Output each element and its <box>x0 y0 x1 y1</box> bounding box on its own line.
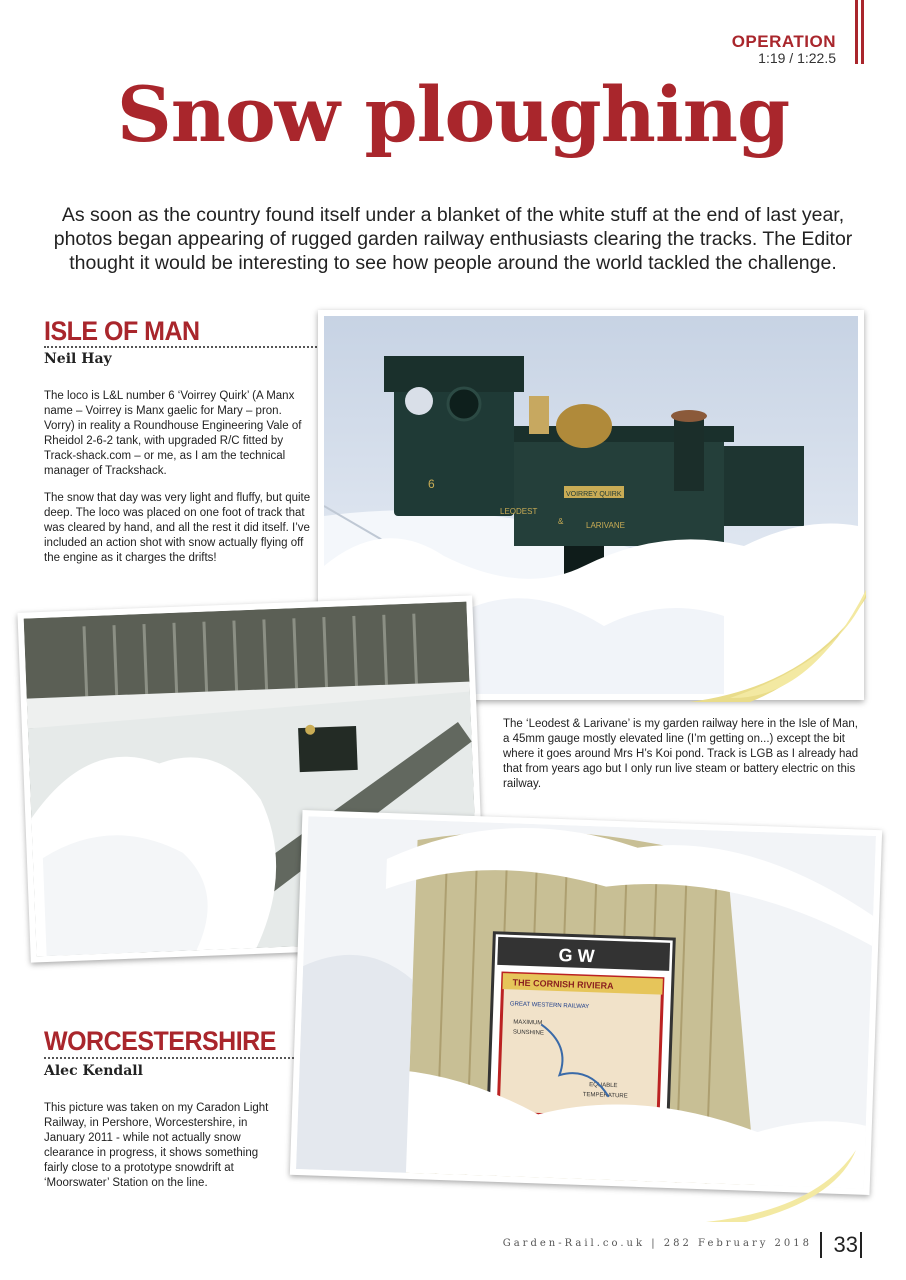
region-heading-worcestershire: WORCESTERSHIRE <box>44 1026 276 1057</box>
heading-rule <box>44 1057 294 1059</box>
loco-nameplate: VOIRREY QUIRK <box>566 491 622 498</box>
poster-title: THE CORNISH RIVIERA <box>512 977 614 991</box>
article-body <box>44 1101 274 1203</box>
footer-credit <box>503 1238 812 1249</box>
loco-number: 6 <box>428 477 435 491</box>
page-curl <box>690 590 866 702</box>
scale-label: 1:19 / 1:22.5 <box>758 50 836 66</box>
poster-text: EQUABLE <box>589 1082 618 1090</box>
footer-issue: 282 February 2018 <box>663 1238 812 1249</box>
page-number-bar <box>860 1232 862 1258</box>
page-curl <box>706 1150 856 1222</box>
header-bar <box>861 0 864 64</box>
paragraph: This picture was taken on my Caradon Light Railway, in Pershore, Worcestershire, in January 2011 - while not actually snow clearance in progress, it shows something fairly close to a prototype snowdrift at ‘Moorswater’ Station on the line. <box>44 1102 269 1189</box>
loco-livery-left: LEODEST <box>500 507 538 516</box>
photo-gw-station <box>290 810 882 1195</box>
poster-subtitle: GREAT WESTERN RAILWAY <box>509 1001 590 1011</box>
station-image <box>296 816 876 1189</box>
section-label: OPERATION <box>731 32 836 51</box>
author-name: Alec Kendall <box>44 1063 143 1079</box>
intro-text: As soon as the country found itself under a blanket of the white stuff at the end of last year, photos began appearing of rugged garden railway enthusiasts clearing the tracks. The Editor thought it would be interesting to see how people around the world tackled the challenge. <box>53 204 853 274</box>
poster-text: MAXIMUM <box>513 1019 543 1027</box>
loco-livery-right: LARIVANE <box>586 521 625 530</box>
heading-rule <box>44 346 320 348</box>
paragraph: The loco is L&L number 6 ‘Voirrey Quirk’ (A Manx name – Voirrey is Manx gaelic for Mary – pron. Vorry) in reality a Roundhouse Engineering Vale of Rheidol 2-6-2 tank, with upgraded R/C fitted by Track-shack.com – or me, as I am the technical manager of Trackshack. <box>44 390 302 477</box>
footer-site: Garden-Rail.co.uk <box>502 1238 646 1249</box>
poster-text: SUNSHINE <box>512 1029 545 1037</box>
sign-gw: G W <box>558 945 595 967</box>
author-name: Neil Hay <box>44 351 112 367</box>
page-number: 33 <box>833 1232 858 1257</box>
article-body <box>44 389 312 578</box>
page-title: Snow ploughing <box>116 70 790 159</box>
header-bar <box>855 0 858 64</box>
footer-separator: | <box>651 1238 658 1249</box>
page-number-bar <box>820 1232 822 1258</box>
poster-text: TEMPERATURE <box>582 1091 628 1100</box>
paragraph: The snow that day was very light and fluffy, but quite deep. The loco was placed on one foot of track that was cleared by hand, and all the rest it did itself. I’ve included an action shot with snow actually flying off the engine as it charges the drifts! <box>44 492 311 564</box>
region-heading-isle-of-man: ISLE OF MAN <box>44 316 200 347</box>
loco-livery-mid: & <box>558 517 564 526</box>
photo-caption: The ‘Leodest & Larivane’ is my garden railway here in the Isle of Man, a 45mm gauge mostly elevated line (I’m getting on...) except the bit where it goes around Mrs H’s Koi pond. Track is LGB as I already had that from years ago but I only run live steam or battery electric on this railway. <box>503 718 859 790</box>
